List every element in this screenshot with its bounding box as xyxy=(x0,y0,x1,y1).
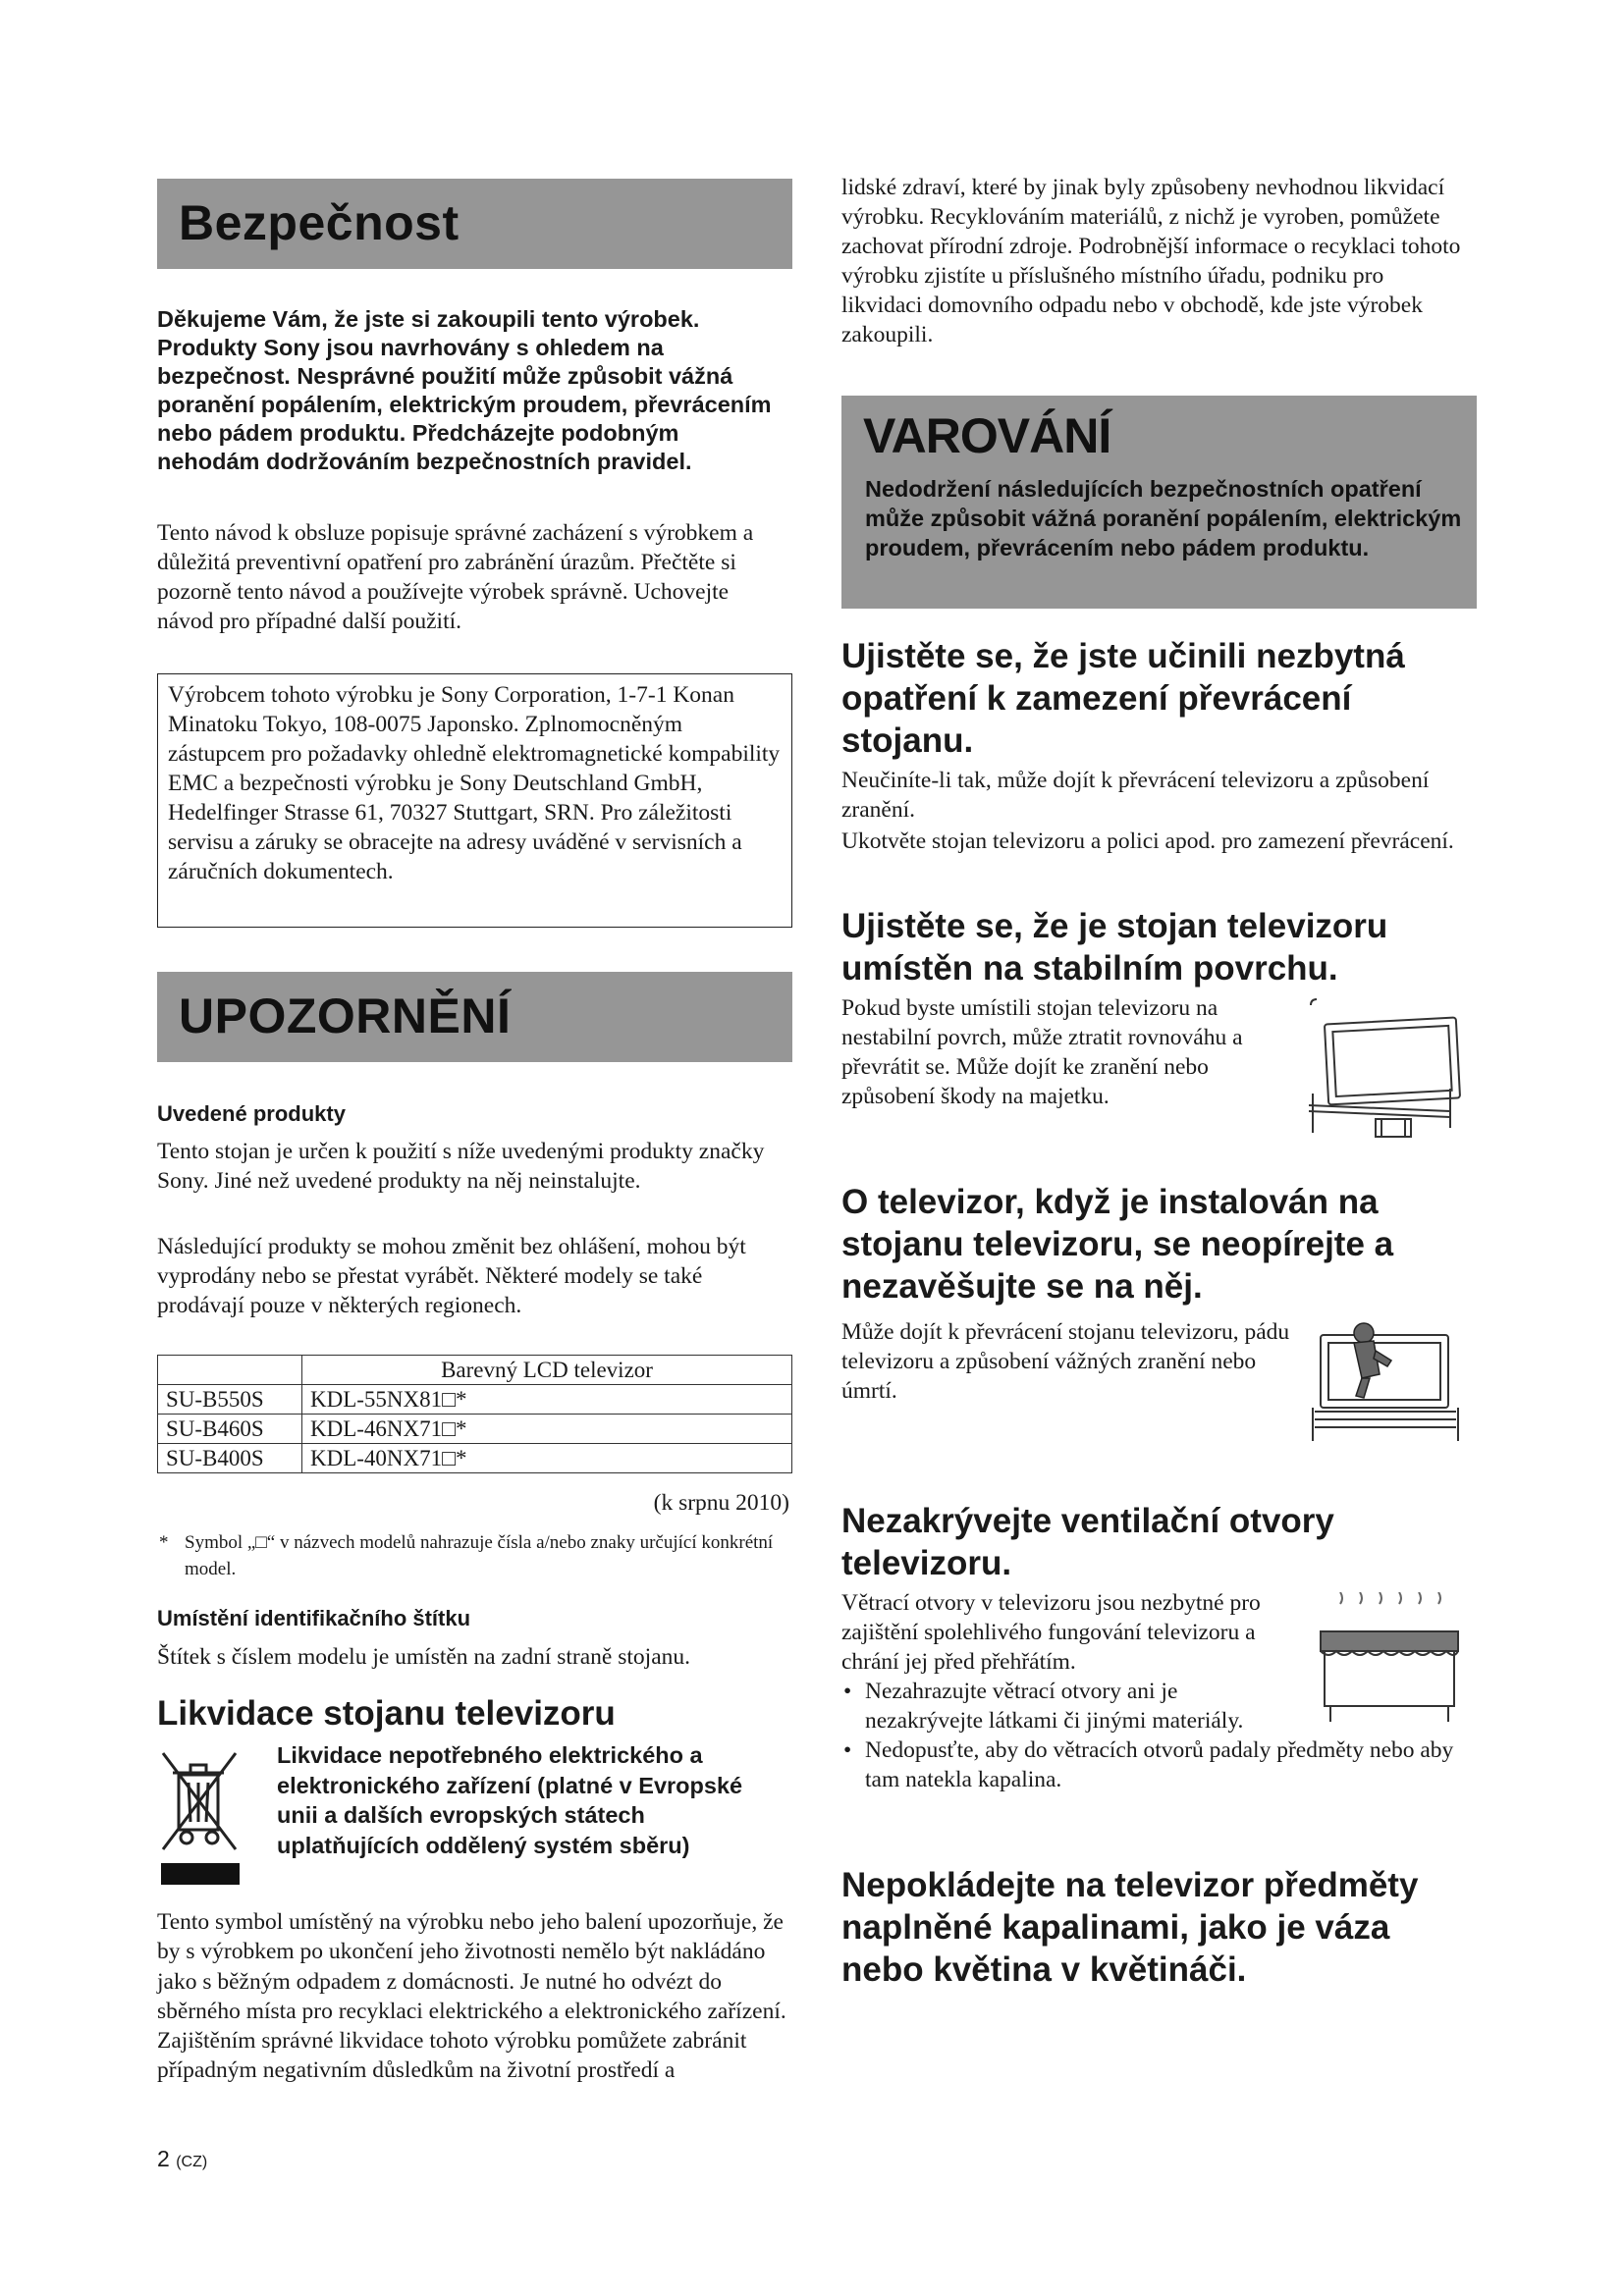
upozorneni-title: UPOZORNĚNÍ xyxy=(179,988,512,1043)
table-header-row xyxy=(158,1356,792,1385)
table-date: (k srpnu 2010) xyxy=(653,1490,789,1516)
manufacturer-text: Výrobcem tohoto výrobku je Sony Corporation, 1-7-1 Konan Minatoku Tokyo, 108-0075 Japonsko. Zplnomocněným zástupcem pro požadavky ohledně elektromagnetické kompability EMC a bezpečnosti výrobku je Sony Deutschland GmbH, Hedelfinger Strasse 61, 70327 Stuttgart, SRN. Pro záležitosti servisu a záruky se obracejte na adresy uváděné v servisních a záručních dokumentech. xyxy=(168,682,781,884)
table-cell-stand: SU-B460S xyxy=(158,1415,302,1444)
s1-heading: Ujistěte se, že jste učinili nezbytná opatření k zamezení převrácení stojanu. xyxy=(841,637,1405,760)
warning-title: VAROVÁNÍ xyxy=(863,408,1111,463)
intro-text: Tento návod k obsluze popisuje správné zacházení s výrobkem a důležitá preventivní opatření pro zabránění úrazům. Přečtěte si pozorně tento návod a používejte výrobek správně. Uchovejte návod pro případné další použití. xyxy=(157,520,754,634)
s4-text: Větrací otvory v televizoru jsou nezbytné pro zajištění spolehlivého fungování televizoru a chrání jej před přehřátím. xyxy=(841,1590,1261,1675)
warning-text: Nedodržení následujících bezpečnostních opatření může způsobit vážná poranění popálením, elektrickým proudem, převrácením nebo pádem produktu. xyxy=(865,476,1462,561)
s1-text-2: Ukotvěte stojan televizoru a polici apod. pro zamezení převrácení. xyxy=(841,828,1454,854)
table-cell-tv: KDL-46NX71□* xyxy=(302,1415,792,1444)
page-number-value: 2 xyxy=(157,2146,170,2171)
list-item: • Nedopusťte, aby do větracích otvorů padaly předměty nebo aby tam natekla kapalina. xyxy=(841,1735,1466,1794)
table-header-blank xyxy=(158,1356,302,1385)
continued-text: lidské zdraví, které by jinak byly způsobeny nevhodnou likvidací výrobku. Recyklováním materiálů, z nichž je vyroben, pomůžete zachovat přírodní zdroje. Podrobnější informace o recyklaci tohoto výrobku zjistíte u příslušného místního úřadu, podniku pro likvidaci domovního odpadu nebo v obchodě, kde jste výrobek zakoupili. xyxy=(841,175,1461,347)
products-heading: Uvedené produkty xyxy=(157,1101,346,1126)
upozorneni-banner xyxy=(157,972,792,1062)
table-row xyxy=(158,1444,792,1473)
s2-heading: Ujistěte se, že je stojan televizoru umístěn na stabilním povrchu. xyxy=(841,907,1388,988)
intro-bold: Děkujeme Vám, že jste si zakoupili tento výrobek. Produkty Sony jsou navrhovány s ohledem na bezpečnost. Nesprávné použití může způsobit vážná poranění popálením, elektrickým proudem, převrácením nebo pádem produktu. Předcházejte podobným nehodám dodržováním bezpečnostních pravidel. xyxy=(157,306,772,474)
products-text-1: Tento stojan je určen k použití s níže uvedenými produkty značky Sony. Jiné než uvedené produkty na něj neinstalujte. xyxy=(157,1139,765,1194)
page-number xyxy=(157,2146,207,2172)
s3-text: Může dojít k převrácení stojanu televizoru, pádu televizoru a způsobení vážných zranění nebo úmrtí. xyxy=(841,1319,1290,1404)
s5-heading: Nepokládejte na televizor předměty naplněné kapalinami, jako je váza nebo květina v květináči. xyxy=(841,1866,1419,1989)
unstable-surface-illustration xyxy=(1303,995,1466,1143)
weee-icon xyxy=(157,1739,242,1889)
bezpecnost-title: Bezpečnost xyxy=(179,195,460,250)
table-header: Barevný LCD televizor xyxy=(302,1356,792,1385)
products-text-2: Následující produkty se mohou změnit bez ohlášení, mohou být vyprodány nebo se přestat vyrábět. Některé modely se také prodávají pouze v některých regionech. xyxy=(157,1234,746,1318)
table-cell-tv: KDL-40NX71□* xyxy=(302,1444,792,1473)
list-item: • Nezahrazujte větrací otvory ani je nezakrývejte látkami či jinými materiály. xyxy=(841,1677,1258,1735)
s2-text: Pokud byste umístili stojan televizoru na nestabilní povrch, může ztratit rovnováhu a převrátit se. Může dojít ke zranění nebo způsobení škody na majetku. xyxy=(841,995,1243,1109)
page-lang: (CZ) xyxy=(176,2154,208,2170)
label-text: Štítek s číslem modelu je umístěn na zadní straně stojanu. xyxy=(157,1644,691,1670)
leaning-person-illustration xyxy=(1307,1317,1464,1447)
table-row xyxy=(158,1385,792,1415)
models-table xyxy=(157,1355,792,1473)
disposal-heading: Likvidace stojanu televizoru xyxy=(157,1694,616,1733)
table-cell-stand: SU-B550S xyxy=(158,1385,302,1415)
vent-illustration xyxy=(1311,1592,1466,1726)
label-heading: Umístění identifikačního štítku xyxy=(157,1606,471,1630)
s1-text-1: Neučiníte-li tak, může dojít k převrácení televizoru a způsobení zranění. xyxy=(841,768,1430,823)
table-row xyxy=(158,1415,792,1444)
disposal-bold: Likvidace nepotřebného elektrického a elektronického zařízení (platné v Evropské unii a dalších evropských státech uplatňujících oddělený systém sběru) xyxy=(277,1742,743,1858)
s3-heading: O televizor, když je instalován na stojanu televizoru, se neopírejte a nezavěšujte se na něj. xyxy=(841,1183,1394,1306)
manufacturer-box xyxy=(157,673,792,928)
table-cell-tv: KDL-55NX81□* xyxy=(302,1385,792,1415)
footnote-star: * xyxy=(159,1532,169,1553)
footnote xyxy=(157,1529,785,1582)
bezpecnost-banner xyxy=(157,179,792,269)
warning-banner xyxy=(841,396,1477,609)
footnote-text: Symbol „□“ v názvech modelů nahrazuje čísla a/nebo znaky určující konkrétní model. xyxy=(185,1532,774,1579)
s4-heading: Nezakrývejte ventilační otvory televizoru. xyxy=(841,1502,1334,1582)
table-cell-stand: SU-B400S xyxy=(158,1444,302,1473)
disposal-text: Tento symbol umístěný na výrobku nebo jeho balení upozorňuje, že by s výrobkem po ukončení jeho životnosti nemělo být nakládáno jako s běžným odpadem z domácnosti. Je nutné ho odvézt do sběrného místa pro recyklaci elektrického a elektronického zařízení. Zajištěním správné likvidace tohoto výrobku pomůžete zabránit případným negativním důsledkům na životní prostředí a xyxy=(157,1909,786,2084)
